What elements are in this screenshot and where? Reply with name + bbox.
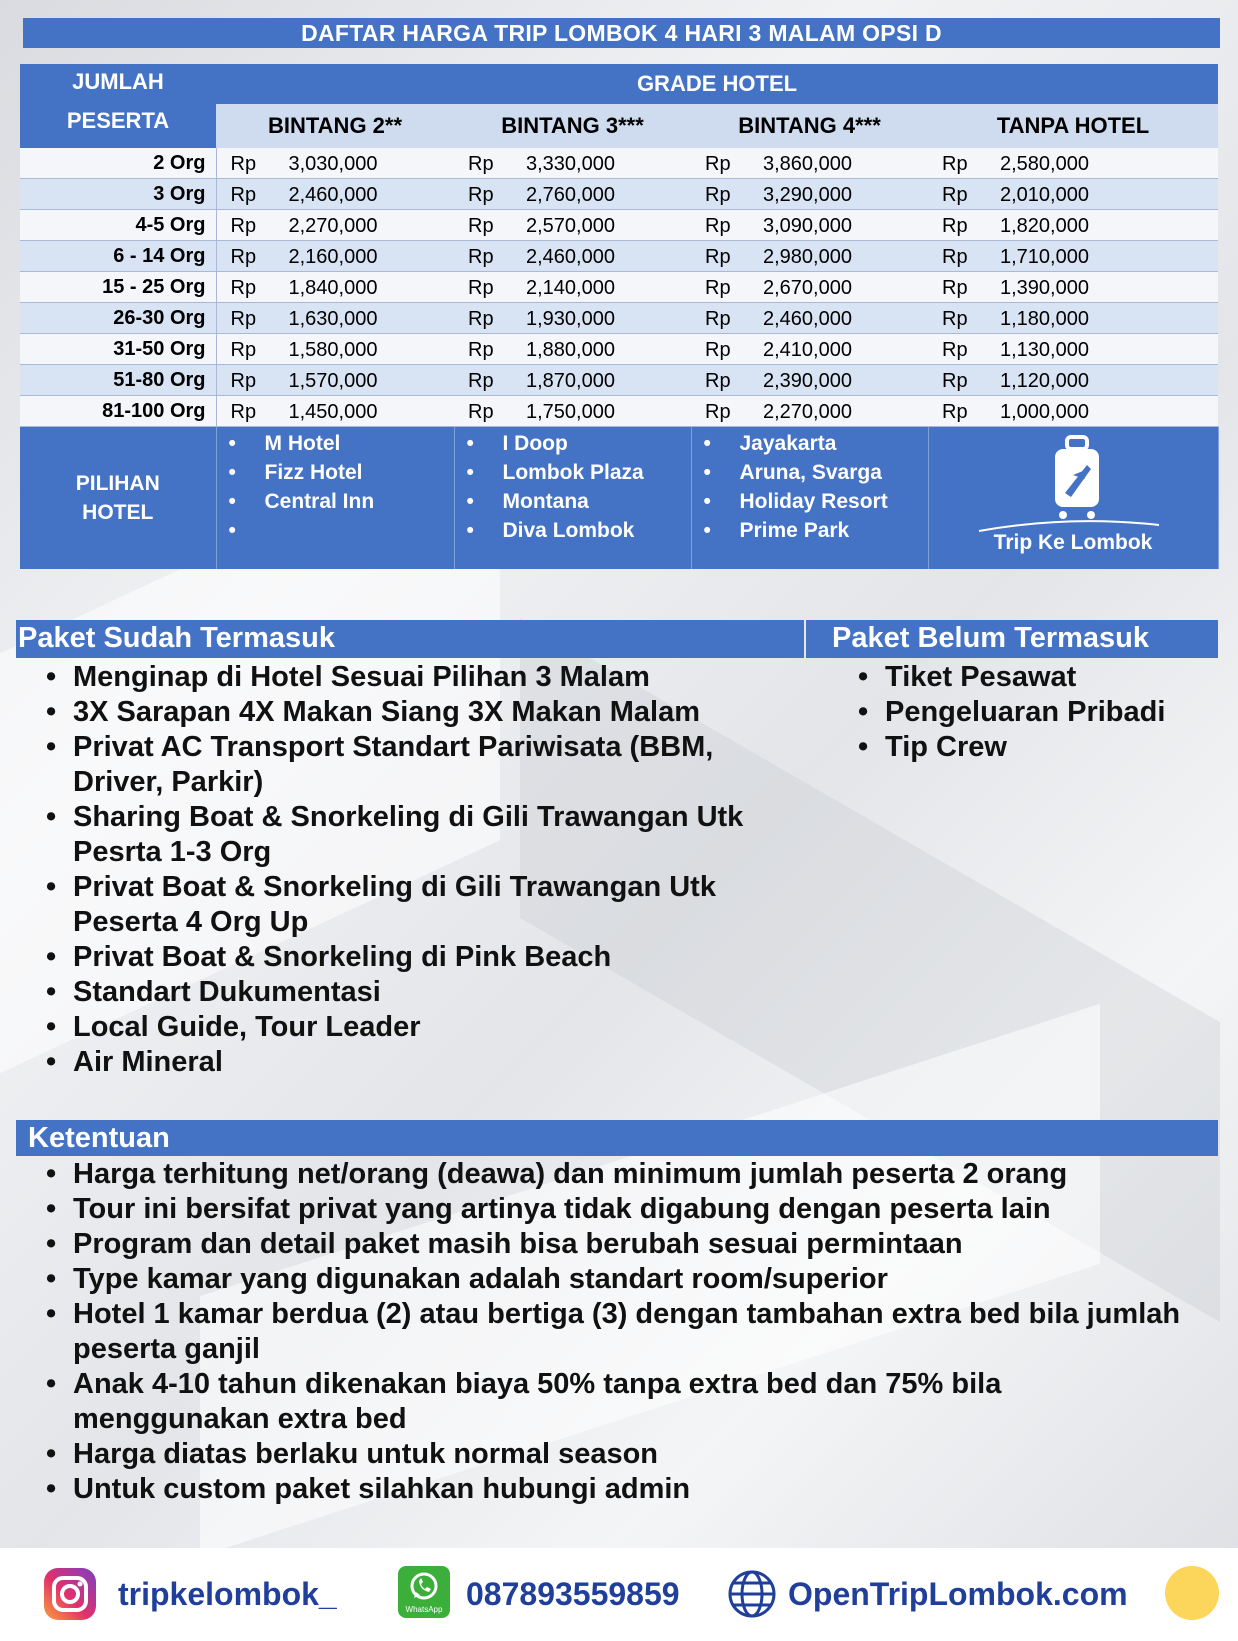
- whatsapp-icon[interactable]: [398, 1566, 450, 1618]
- currency-label: Rp: [942, 153, 968, 175]
- currency-label: Rp: [468, 308, 494, 330]
- hotel-list-bintang3: [454, 427, 691, 570]
- currency-label: Rp: [705, 277, 731, 299]
- list-item: [20, 1262, 1200, 1297]
- page-title: DAFTAR HARGA TRIP LOMBOK 4 HARI 3 MALAM OPSI D: [23, 18, 1220, 48]
- participants-header-line2: PESERTA: [66, 108, 170, 133]
- participants-cell: 26-30 Org: [20, 303, 216, 334]
- price-value: 1,880,000: [526, 339, 615, 361]
- bullet-icon: •: [466, 461, 474, 484]
- hotel-item: [467, 429, 691, 458]
- currency-label: Rp: [468, 215, 494, 237]
- bullet-icon: •: [858, 661, 869, 693]
- list-item-text: Hotel 1 kamar berdua (2) atau bertiga (3) dengan tambahan extra bed bila jumlah peserta ganjil: [73, 1298, 1181, 1365]
- price-cell: [454, 210, 691, 241]
- hotel-options-row: [20, 427, 1218, 570]
- price-cell: [216, 334, 454, 365]
- price-cell: [691, 303, 928, 334]
- table-row: [20, 272, 1218, 303]
- bullet-icon: •: [46, 1011, 57, 1043]
- excluded-list: [832, 660, 1222, 765]
- table-row: [20, 241, 1218, 272]
- currency-label: Rp: [468, 339, 494, 361]
- list-item-text: 3X Sarapan 4X Makan Siang 3X Makan Malam: [73, 696, 700, 728]
- list-item: [20, 1472, 1200, 1507]
- currency-label: Rp: [942, 277, 968, 299]
- table-row: [20, 365, 1218, 396]
- list-item-text: Untuk custom paket silahkan hubungi admin: [73, 1473, 691, 1505]
- bullet-icon: •: [858, 731, 869, 763]
- participants-cell: 51-80 Org: [20, 365, 216, 396]
- hotel-item: [229, 429, 454, 458]
- list-item: [20, 1192, 1200, 1227]
- list-item-text: Sharing Boat & Snorkeling di Gili Trawangan Utk Pesrta 1-3 Org: [73, 801, 744, 868]
- currency-label: Rp: [705, 215, 731, 237]
- bullet-icon: •: [46, 941, 57, 973]
- included-heading: Paket Sudah Termasuk: [16, 620, 804, 658]
- hotel-options-label-line2: HOTEL: [82, 501, 154, 524]
- list-item: [20, 1010, 760, 1045]
- currency-label: Rp: [230, 308, 257, 330]
- hotel-list-bintang4: [691, 427, 928, 570]
- hotel-name: Prime Park: [739, 519, 850, 542]
- suitcase-plane-icon: [1037, 435, 1117, 525]
- hotel-item: [229, 516, 454, 545]
- price-value: 1,390,000: [1000, 277, 1089, 299]
- hotel-name: Central Inn: [264, 490, 375, 513]
- price-value: 1,450,000: [288, 401, 378, 423]
- hotel-name: Diva Lombok: [502, 519, 635, 542]
- price-cell: [216, 272, 454, 303]
- price-cell: [216, 365, 454, 396]
- price-value: 2,580,000: [1000, 153, 1089, 175]
- price-cell: [928, 148, 1218, 179]
- participants-cell: 4-5 Org: [20, 210, 216, 241]
- hotel-name: I Doop: [502, 432, 568, 455]
- price-value: 2,410,000: [763, 339, 852, 361]
- price-value: 3,330,000: [526, 153, 615, 175]
- price-cell: [454, 365, 691, 396]
- grade-header: TANPA HOTEL: [928, 104, 1218, 148]
- table-row: [20, 303, 1218, 334]
- hotel-list-bintang2: [216, 427, 454, 570]
- hotel-item: [229, 487, 454, 516]
- price-cell: [216, 148, 454, 179]
- currency-label: Rp: [468, 277, 494, 299]
- bullet-icon: •: [703, 432, 711, 455]
- currency-label: Rp: [705, 184, 731, 206]
- terms-list: [20, 1157, 1200, 1507]
- instagram-icon[interactable]: [42, 1566, 98, 1622]
- price-cell: [454, 179, 691, 210]
- hotel-item: [704, 458, 928, 487]
- currency-label: Rp: [705, 246, 731, 268]
- table-row: [20, 210, 1218, 241]
- list-item: [20, 870, 760, 940]
- currency-label: Rp: [230, 184, 257, 206]
- list-item-text: Privat Boat & Snorkeling di Pink Beach: [73, 941, 612, 973]
- participants-header-line1: JUMLAH: [72, 69, 164, 94]
- table-row: [20, 334, 1218, 365]
- bullet-icon: •: [46, 1046, 57, 1078]
- price-cell: [928, 272, 1218, 303]
- price-value: 2,570,000: [526, 215, 615, 237]
- bullet-icon: •: [46, 1473, 57, 1505]
- whatsapp-label: WhatsApp: [405, 1605, 443, 1614]
- price-value: 2,980,000: [763, 246, 852, 268]
- included-list: [20, 660, 760, 1080]
- price-cell: [928, 396, 1218, 427]
- price-value: 2,760,000: [526, 184, 615, 206]
- bullet-icon: •: [46, 696, 57, 728]
- list-item: [20, 1437, 1200, 1472]
- hotel-name: Jayakarta: [739, 432, 837, 455]
- bullet-icon: •: [228, 461, 236, 484]
- price-value: 1,820,000: [1000, 215, 1089, 237]
- price-cell: [454, 396, 691, 427]
- grade-hotel-header: GRADE HOTEL: [216, 64, 1218, 104]
- bullet-icon: •: [46, 661, 57, 693]
- currency-label: Rp: [942, 401, 968, 423]
- price-value: 3,030,000: [288, 153, 378, 175]
- price-cell: [691, 241, 928, 272]
- price-value: 1,750,000: [526, 401, 615, 423]
- whatsapp-number[interactable]: 087893559859: [466, 1576, 680, 1612]
- list-item: [832, 660, 1222, 695]
- hotel-item: [467, 458, 691, 487]
- bullet-icon: •: [46, 731, 57, 763]
- hotel-item: [229, 458, 454, 487]
- hotel-item: [467, 487, 691, 516]
- price-value: 1,120,000: [1000, 370, 1089, 392]
- price-cell: [691, 396, 928, 427]
- price-cell: [691, 179, 928, 210]
- list-item: [20, 975, 760, 1010]
- currency-label: Rp: [230, 153, 257, 175]
- price-value: 2,390,000: [763, 370, 852, 392]
- price-cell: [691, 148, 928, 179]
- currency-label: Rp: [468, 246, 494, 268]
- bullet-icon: •: [46, 1368, 57, 1400]
- bullet-icon: •: [228, 432, 236, 455]
- price-value: 1,840,000: [288, 277, 378, 299]
- grade-header: BINTANG 3***: [454, 104, 691, 148]
- price-value: 3,860,000: [763, 153, 852, 175]
- currency-label: Rp: [705, 339, 731, 361]
- price-value: 1,130,000: [1000, 339, 1089, 361]
- price-value: 1,000,000: [1000, 401, 1089, 423]
- table-row: [20, 396, 1218, 427]
- currency-label: Rp: [942, 246, 968, 268]
- list-item-text: Tour ini bersifat privat yang artinya tidak digabung dengan peserta lain: [73, 1193, 1051, 1225]
- bullet-icon: •: [46, 871, 57, 903]
- bullet-icon: •: [703, 490, 711, 513]
- currency-label: Rp: [942, 339, 968, 361]
- bullet-icon: •: [46, 801, 57, 833]
- list-item: [20, 1367, 1200, 1437]
- bullet-icon: •: [46, 1158, 57, 1190]
- currency-label: Rp: [230, 401, 257, 423]
- price-value: 1,580,000: [288, 339, 378, 361]
- price-value: 3,090,000: [763, 215, 852, 237]
- price-value: 1,870,000: [526, 370, 615, 392]
- price-cell: [454, 241, 691, 272]
- currency-label: Rp: [705, 401, 731, 423]
- participants-cell: 31-50 Org: [20, 334, 216, 365]
- price-cell: [454, 272, 691, 303]
- hotel-name: Aruna, Svarga: [739, 461, 882, 484]
- bullet-icon: •: [466, 519, 474, 542]
- hotel-item: [704, 516, 928, 545]
- hotel-name: Lombok Plaza: [502, 461, 644, 484]
- bullet-icon: •: [46, 1298, 57, 1330]
- website-link[interactable]: OpenTripLombok.com: [788, 1576, 1128, 1612]
- price-cell: [928, 241, 1218, 272]
- price-value: 1,710,000: [1000, 246, 1089, 268]
- terms-heading: Ketentuan: [16, 1120, 1218, 1156]
- hotel-name: Montana: [502, 490, 589, 513]
- list-item-text: Menginap di Hotel Sesuai Pilihan 3 Malam: [73, 661, 650, 693]
- bullet-icon: •: [46, 1228, 57, 1260]
- grade-header: BINTANG 4***: [691, 104, 928, 148]
- bullet-icon: •: [46, 976, 57, 1008]
- currency-label: Rp: [705, 153, 731, 175]
- bullet-icon: •: [46, 1263, 57, 1295]
- bullet-icon: •: [46, 1193, 57, 1225]
- table-row: [20, 148, 1218, 179]
- list-item-text: Program dan detail paket masih bisa berubah sesuai permintaan: [73, 1228, 963, 1260]
- price-cell: [216, 396, 454, 427]
- bullet-icon: •: [466, 432, 474, 455]
- list-item: [20, 730, 760, 800]
- price-cell: [928, 179, 1218, 210]
- price-cell: [928, 303, 1218, 334]
- price-cell: [216, 210, 454, 241]
- hotel-item: [704, 487, 928, 516]
- price-value: 2,160,000: [288, 246, 378, 268]
- list-item: [20, 940, 760, 975]
- currency-label: Rp: [468, 370, 494, 392]
- price-value: 2,270,000: [288, 215, 378, 237]
- list-item: [832, 730, 1222, 765]
- price-cell: [216, 303, 454, 334]
- bullet-icon: •: [228, 519, 236, 542]
- price-cell: [454, 303, 691, 334]
- currency-label: Rp: [705, 370, 731, 392]
- participants-header: [20, 64, 216, 148]
- yellow-dot-icon: [1165, 1566, 1219, 1620]
- list-item-text: Anak 4-10 tahun dikenakan biaya 50% tanpa extra bed dan 75% bila menggunakan extra bed: [73, 1368, 1002, 1435]
- footer: [0, 1548, 1238, 1641]
- price-table: [20, 64, 1219, 569]
- hotel-name: M Hotel: [264, 432, 341, 455]
- list-item-text: Air Mineral: [73, 1046, 223, 1078]
- price-value: 2,460,000: [288, 184, 378, 206]
- price-value: 1,570,000: [288, 370, 378, 392]
- currency-label: Rp: [942, 370, 968, 392]
- price-value: 1,930,000: [526, 308, 615, 330]
- globe-icon[interactable]: [726, 1568, 778, 1620]
- bullet-icon: •: [858, 696, 869, 728]
- currency-label: Rp: [468, 184, 494, 206]
- price-cell: [691, 210, 928, 241]
- list-item: [20, 800, 760, 870]
- hotel-options-label-line1: PILIHAN: [75, 472, 160, 495]
- whatsapp-glyph: [398, 1568, 450, 1608]
- bullet-icon: •: [703, 519, 711, 542]
- list-item: [832, 695, 1222, 730]
- table-row: [20, 179, 1218, 210]
- currency-label: Rp: [942, 308, 968, 330]
- price-value: 2,670,000: [763, 277, 852, 299]
- list-item-text: Harga terhitung net/orang (deawa) dan minimum jumlah peserta 2 orang: [73, 1158, 1068, 1190]
- list-item-text: Type kamar yang digunakan adalah standart room/superior: [73, 1263, 888, 1295]
- list-item-text: Harga diatas berlaku untuk normal season: [73, 1438, 659, 1470]
- hotel-options-label: [20, 427, 216, 570]
- list-item: [20, 660, 760, 695]
- hotel-item: [704, 429, 928, 458]
- list-item-text: Standart Dukumentasi: [73, 976, 381, 1008]
- price-value: 1,630,000: [288, 308, 378, 330]
- participants-cell: 15 - 25 Org: [20, 272, 216, 303]
- bullet-icon: •: [228, 490, 236, 513]
- bullet-icon: •: [46, 1438, 57, 1470]
- currency-label: Rp: [230, 370, 257, 392]
- currency-label: Rp: [468, 401, 494, 423]
- price-cell: [928, 365, 1218, 396]
- list-item-text: Tiket Pesawat: [885, 661, 1077, 693]
- instagram-handle[interactable]: tripkelombok_: [118, 1576, 337, 1612]
- currency-label: Rp: [230, 215, 257, 237]
- list-item: [20, 1045, 760, 1080]
- currency-label: Rp: [942, 215, 968, 237]
- list-item-text: Privat AC Transport Standart Pariwisata (BBM, Driver, Parkir): [73, 731, 714, 798]
- list-item-text: Tip Crew: [885, 731, 1007, 763]
- participants-cell: 6 - 14 Org: [20, 241, 216, 272]
- currency-label: Rp: [230, 339, 257, 361]
- list-item: [20, 1157, 1200, 1192]
- hotel-name: Fizz Hotel: [264, 461, 363, 484]
- price-value: 2,010,000: [1000, 184, 1089, 206]
- list-item: [20, 695, 760, 730]
- list-item-text: Pengeluaran Pribadi: [885, 696, 1166, 728]
- price-cell: [691, 334, 928, 365]
- price-cell: [691, 365, 928, 396]
- price-cell: [928, 334, 1218, 365]
- bullet-icon: •: [703, 461, 711, 484]
- logo-text: Trip Ke Lombok: [993, 531, 1153, 554]
- price-cell: [928, 210, 1218, 241]
- list-item: [20, 1297, 1200, 1367]
- list-item-text: Privat Boat & Snorkeling di Gili Trawangan Utk Peserta 4 Org Up: [73, 871, 716, 938]
- currency-label: Rp: [942, 184, 968, 206]
- price-cell: [216, 179, 454, 210]
- excluded-heading: Paket Belum Termasuk: [806, 620, 1218, 658]
- hotel-item: [467, 516, 691, 545]
- currency-label: Rp: [230, 277, 257, 299]
- price-value: 2,460,000: [526, 246, 615, 268]
- price-value: 1,180,000: [1000, 308, 1089, 330]
- participants-cell: 2 Org: [20, 148, 216, 179]
- price-cell: [454, 148, 691, 179]
- price-value: 2,460,000: [763, 308, 852, 330]
- currency-label: Rp: [705, 308, 731, 330]
- price-cell: [691, 272, 928, 303]
- price-value: 2,140,000: [526, 277, 615, 299]
- list-item-text: Local Guide, Tour Leader: [73, 1011, 421, 1043]
- participants-cell: 3 Org: [20, 179, 216, 210]
- list-item: [20, 1227, 1200, 1262]
- trip-ke-lombok-logo: [928, 427, 1218, 570]
- participants-cell: 81-100 Org: [20, 396, 216, 427]
- price-value: 2,270,000: [763, 401, 852, 423]
- currency-label: Rp: [230, 246, 257, 268]
- price-cell: [216, 241, 454, 272]
- bullet-icon: •: [466, 490, 474, 513]
- currency-label: Rp: [468, 153, 494, 175]
- grade-header: BINTANG 2**: [216, 104, 454, 148]
- hotel-name: Holiday Resort: [739, 490, 888, 513]
- price-cell: [454, 334, 691, 365]
- price-value: 3,290,000: [763, 184, 852, 206]
